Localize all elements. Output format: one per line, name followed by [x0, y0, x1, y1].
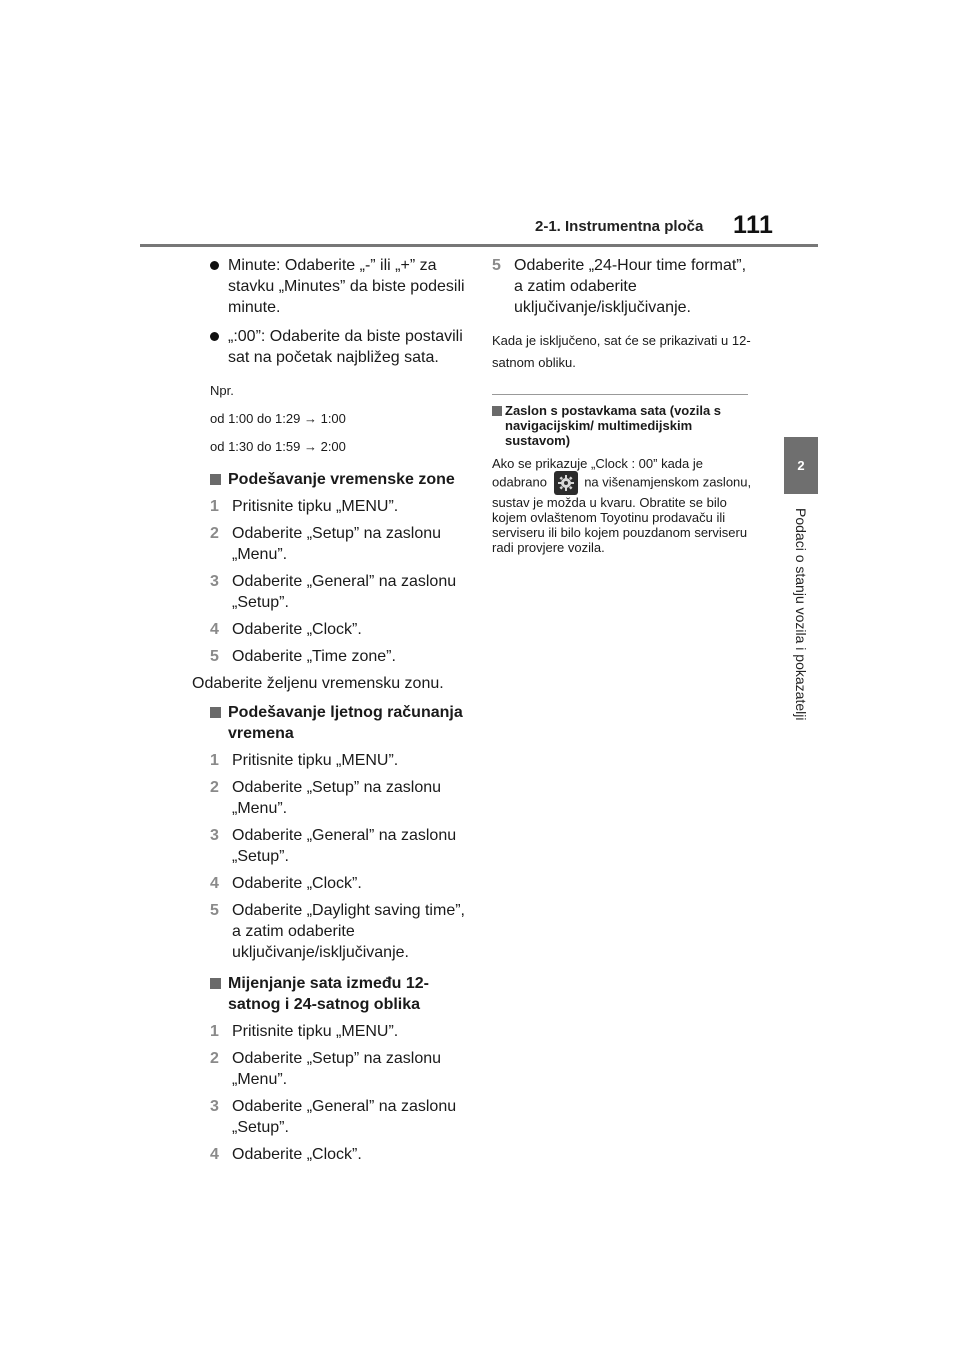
right-column	[492, 255, 757, 555]
bullet-item: Minute: Odaberite „-” ili „+” za stavku „Minutes” da biste podesili minute.	[210, 255, 475, 318]
bullet-dot-icon	[210, 332, 219, 341]
step-item: 2 Odaberite „Setup” na zaslonu „Menu”.	[210, 1050, 442, 1088]
step-item: 5 Odaberite „24-Hour time format”, a zatim odaberite uključivanje/isključivanje.	[492, 257, 747, 316]
chapter-tab	[784, 437, 818, 494]
header-rule	[140, 244, 818, 247]
step-item: 1 Pritisnite tipku „MENU”.	[210, 752, 399, 769]
step-item: 5 Odaberite „Time zone”.	[210, 648, 396, 665]
step-item: 1 Pritisnite tipku „MENU”.	[210, 498, 399, 515]
step-item: 2 Odaberite „Setup” na zaslonu „Menu”.	[210, 525, 442, 563]
step-item: 3 Odaberite „General” na zaslonu „Setup”.	[210, 827, 457, 865]
step-item: 1 Pritisnite tipku „MENU”.	[210, 1023, 399, 1040]
time-zone-heading: Podešavanje vremenske zone	[210, 469, 475, 490]
step-item: 4 Odaberite „Clock”.	[210, 1146, 362, 1163]
step-item: 2 Odaberite „Setup” na zaslonu „Menu”.	[210, 779, 442, 817]
step-item: 3 Odaberite „General” na zaslonu „Setup”.	[210, 1098, 457, 1136]
section-title: 2-1. Instrumentna ploča	[535, 218, 704, 235]
chapter-title: Podaci o stanju vozila i pokazatelji	[793, 508, 809, 721]
bullet-dot-icon	[210, 261, 219, 270]
dst-heading: Podešavanje ljetnog računanja vremena	[210, 702, 475, 744]
step-item: 5 Odaberite „Daylight saving time”, a zatim odaberite uključivanje/isključivanje.	[210, 902, 465, 961]
bullet-item: „:00”: Odaberite da biste postavili sat na početak najbližeg sata.	[210, 326, 475, 368]
example-line: od 1:30 do 1:59 → 2:00	[210, 439, 346, 454]
square-bullet-icon	[492, 406, 502, 416]
square-bullet-icon	[210, 707, 221, 718]
page-number: 111	[733, 211, 774, 239]
note-body: Ako se prikazuje „Clock : 00” kada je odabrano na višenamjenskom zaslonu, sustav je možda u kvaru. Obratite se bilo kojem ovlaštenom Toyotinu prodavaču ili serviseru ili bilo kojem pouzdanom serviseru radi provjere vozila.	[492, 456, 752, 555]
example-line: od 1:00 do 1:29 → 1:00	[210, 411, 346, 426]
time-zone-after: Odaberite željenu vremensku zonu.	[192, 675, 444, 692]
square-bullet-icon	[210, 978, 221, 989]
step-note: Kada je isključeno, sat će se prikazivati u 12-satnom obliku.	[492, 333, 751, 370]
note-rule	[492, 394, 748, 395]
step-item: 4 Odaberite „Clock”.	[210, 621, 362, 638]
example-label: Npr.	[210, 383, 234, 398]
step-item: 4 Odaberite „Clock”.	[210, 875, 362, 892]
left-column	[192, 255, 475, 1171]
chapter-number: 2	[797, 458, 805, 473]
note-heading: Zaslon s postavkama sata (vozila s navigacijskim/ multimedijskim sustavom)	[492, 403, 757, 448]
format-heading: Mijenjanje sata između 12-satnog i 24-satnog oblika	[210, 973, 475, 1015]
square-bullet-icon	[210, 474, 221, 485]
gear-icon	[554, 471, 578, 495]
step-item: 3 Odaberite „General” na zaslonu „Setup”.	[210, 573, 457, 611]
